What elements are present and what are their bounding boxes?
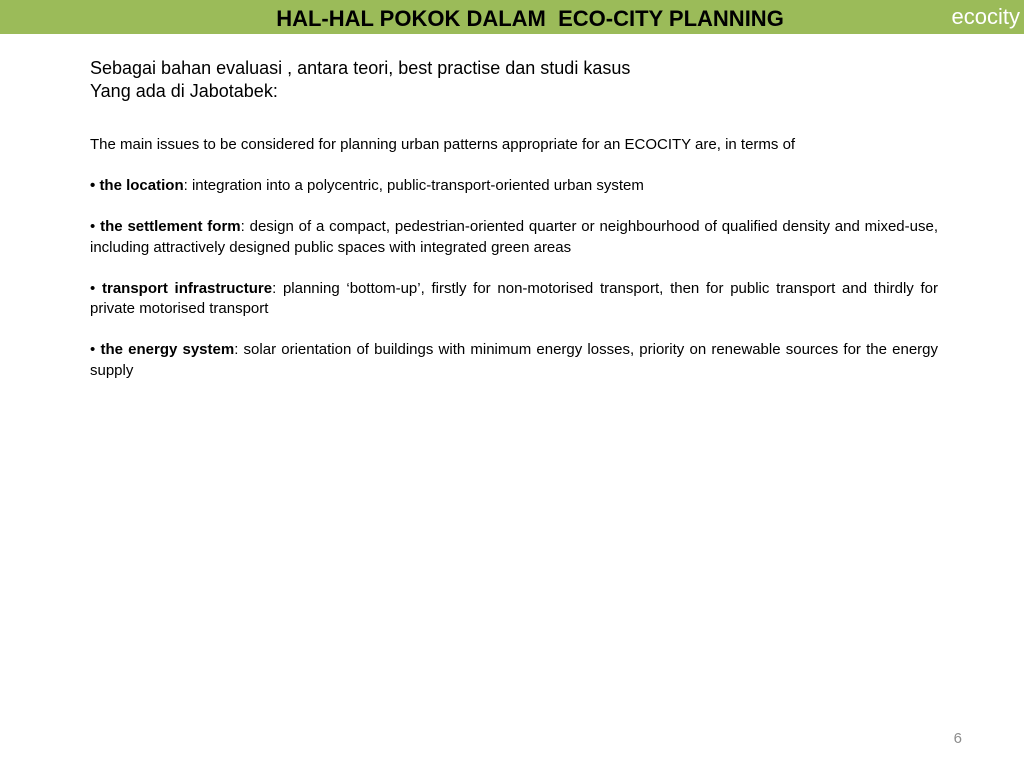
bullet-settlement-form <box>90 217 938 258</box>
bullet-marker: • <box>90 218 96 235</box>
bullet-term: the location <box>99 177 184 194</box>
bullet-text: : solar orientation of buildings with minimum energy losses, priority on renewable sources for the energy supply <box>90 341 939 379</box>
bullet-marker: • <box>90 341 96 358</box>
intro-text <box>90 57 940 103</box>
bullet-energy-system <box>90 340 938 381</box>
bullet-text: : integration into a polycentric, public-transport-oriented urban system <box>183 177 644 194</box>
slide-title: HAL-HAL POKOK DALAM ECO-CITY PLANNING <box>276 6 784 31</box>
bullet-location <box>90 176 938 197</box>
bullet-text: : design of a compact, pedestrian-oriented quarter or neighbourhood of qualified density and mixed-use, including attractively designed public spaces with integrated green areas <box>90 218 938 256</box>
bullet-marker: • <box>90 279 96 297</box>
brand-label: ecocity <box>951 4 1020 29</box>
page-number: 6 <box>953 730 962 747</box>
bullet-term: transport infrastructure <box>101 279 273 297</box>
bullet-transport-infrastructure <box>90 279 938 320</box>
lead-paragraph: The main issues to be considered for planning urban patterns appropriate for an ECOCITY are, in terms of <box>90 136 796 153</box>
content-body <box>90 135 938 402</box>
intro-line-1: Sebagai bahan evaluasi , antara teori, best practise dan studi kasus <box>90 58 631 78</box>
bullet-marker: • <box>90 177 96 194</box>
intro-line-2: Yang ada di Jabotabek: <box>90 81 278 101</box>
bullet-term: the energy system <box>100 341 235 358</box>
bullet-text: : planning ‘bottom-up’, firstly for non-motorised transport, then for public transport and thirdly for private motorised transport <box>90 279 938 317</box>
bullet-term: the settlement form <box>100 218 241 235</box>
